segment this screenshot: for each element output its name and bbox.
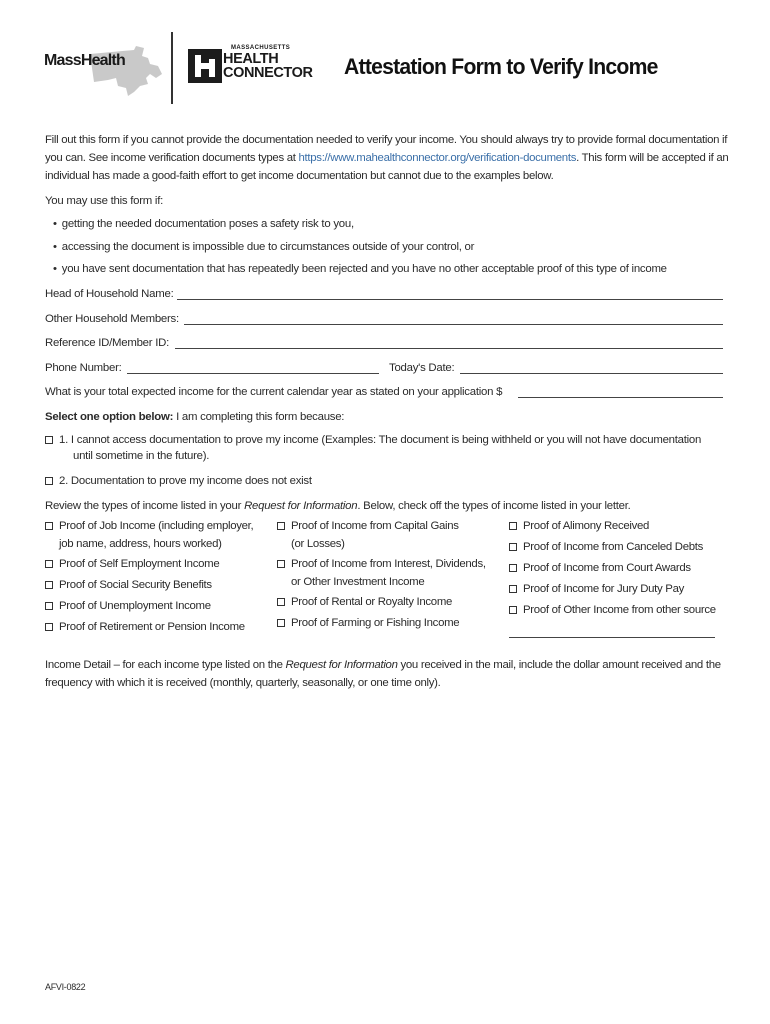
health-connector-mark-icon: [188, 49, 222, 83]
todays-date-field[interactable]: [460, 361, 723, 374]
phone-label: Phone Number:: [45, 362, 122, 374]
options-lead: [45, 408, 344, 426]
expected-income-field[interactable]: [518, 385, 723, 398]
use-if-bullet: • getting the needed documentation poses a safety risk to you,: [53, 215, 354, 233]
review-text-italic: Request for Information: [244, 500, 358, 512]
income-type-checkbox[interactable]: [45, 623, 53, 631]
income-type-item[interactable]: [45, 556, 253, 574]
income-type-label: Proof of Income from Interest, Dividends,: [291, 558, 486, 570]
income-type-checkbox[interactable]: [509, 606, 517, 614]
reference-id-label: Reference ID/Member ID:: [45, 337, 170, 349]
review-text: [45, 497, 631, 515]
option-2-label: 2. Documentation to prove my income does not exist: [59, 475, 312, 487]
other-members-field[interactable]: [184, 312, 723, 325]
income-detail-before: Income Detail – for each income type listed on the: [45, 659, 286, 671]
use-if-lead: You may use this form if:: [45, 195, 164, 207]
expected-income-label: What is your total expected income for the current calendar year as stated on your application $: [45, 386, 503, 398]
income-type-item[interactable]: [277, 518, 486, 536]
income-type-label: Proof of Job Income (including employer,: [59, 520, 254, 532]
income-type-label-cont: (or Losses): [291, 537, 345, 550]
income-type-item[interactable]: [45, 619, 253, 637]
income-type-label: Proof of Income from Canceled Debts: [523, 541, 704, 553]
income-type-item[interactable]: [277, 594, 486, 612]
option-1-line2: until sometime in the future).: [73, 450, 210, 462]
income-types-col1: [45, 518, 253, 637]
income-type-label: Proof of Income from Court Awards: [523, 562, 691, 574]
income-type-label-cont: job name, address, hours worked): [59, 537, 222, 550]
health-connector-line1: HEALTH: [223, 51, 279, 67]
other-members-label: Other Household Members:: [45, 313, 179, 325]
income-type-checkbox[interactable]: [277, 598, 285, 606]
option-1-line1: 1. I cannot access documentation to prove my income (Examples: The document is being withheld or you will not have documentation: [59, 434, 702, 446]
logo-divider: [171, 32, 173, 104]
income-type-label-cont: or Other Investment Income: [291, 575, 425, 588]
reference-id-field[interactable]: [175, 336, 723, 349]
income-type-item[interactable]: [45, 598, 253, 616]
income-type-checkbox[interactable]: [45, 560, 53, 568]
income-type-label: Proof of Rental or Royalty Income: [291, 596, 453, 608]
masshealth-wordmark: MassHealth: [44, 52, 125, 69]
income-type-item[interactable]: [509, 602, 716, 620]
other-income-source-field[interactable]: [509, 625, 715, 638]
income-type-item[interactable]: [277, 615, 486, 633]
income-type-label: Proof of Self Employment Income: [59, 558, 220, 570]
income-type-label: Proof of Alimony Received: [523, 520, 650, 532]
use-if-bullet: • you have sent documentation that has repeatedly been rejected and you have no other acceptable proof of this type of income: [53, 260, 667, 278]
income-type-item[interactable]: [509, 539, 716, 557]
intro-text-after: . This form will be accepted if an individual has made a good-faith effort to get income documentation but cannot due to the examples below.: [45, 152, 729, 183]
income-detail-after: you received in the mail, include the dollar amount received and the frequency with which it is received (monthly, quarterly, seasonally, or one time only).: [45, 659, 721, 690]
intro-paragraph: [45, 131, 729, 186]
head-of-household-field[interactable]: [177, 287, 723, 300]
income-type-label: Proof of Other Income from other source: [523, 604, 716, 616]
income-type-checkbox[interactable]: [277, 619, 285, 627]
income-type-label: Proof of Social Security Benefits: [59, 579, 212, 591]
form-code: AFVI-0822: [45, 982, 86, 992]
health-connector-line2: CONNECTOR: [223, 65, 313, 81]
income-detail-italic: Request for Information: [285, 659, 398, 671]
income-type-checkbox[interactable]: [45, 522, 53, 530]
income-types-col2: [277, 518, 486, 633]
page-title: Attestation Form to Verify Income: [344, 54, 658, 79]
option-2[interactable]: [45, 472, 312, 490]
income-type-item[interactable]: [45, 577, 253, 595]
option-2-checkbox[interactable]: [45, 477, 53, 485]
health-connector-state: MASSACHUSETTS: [231, 45, 291, 51]
todays-date-label: Today's Date:: [389, 362, 455, 374]
income-type-item[interactable]: [45, 518, 253, 536]
intro-text-before: Fill out this form if you cannot provide the documentation needed to verify your income. You should always try to provide formal documentation if you can. See income verification documents types at: [45, 134, 728, 165]
options-lead-rest: I am completing this form because:: [173, 411, 345, 423]
income-type-label: Proof of Income from Capital Gains: [291, 520, 459, 532]
option-1-checkbox[interactable]: [45, 436, 53, 444]
income-type-checkbox[interactable]: [509, 585, 517, 593]
income-type-label: Proof of Unemployment Income: [59, 600, 211, 612]
income-types-col3: [509, 518, 716, 620]
income-type-item[interactable]: [277, 556, 486, 574]
income-type-checkbox[interactable]: [277, 560, 285, 568]
income-type-label: Proof of Retirement or Pension Income: [59, 621, 245, 633]
income-type-checkbox[interactable]: [509, 522, 517, 530]
income-type-checkbox[interactable]: [45, 581, 53, 589]
review-text-after: . Below, check off the types of income listed in your letter.: [357, 500, 631, 512]
phone-field[interactable]: [127, 361, 379, 374]
income-type-checkbox[interactable]: [509, 543, 517, 551]
use-if-bullet: • accessing the document is impossible due to circumstances outside of your control, or: [53, 238, 474, 256]
income-detail-paragraph: [45, 656, 729, 692]
income-type-label: Proof of Income for Jury Duty Pay: [523, 583, 685, 595]
verification-documents-link[interactable]: https://www.mahealthconnector.org/verification-documents: [298, 152, 577, 165]
income-type-label: Proof of Farming or Fishing Income: [291, 617, 460, 629]
income-type-checkbox[interactable]: [45, 602, 53, 610]
income-type-item[interactable]: [509, 518, 716, 536]
income-type-item[interactable]: [509, 581, 716, 599]
review-text-before: Review the types of income listed in your: [45, 500, 245, 512]
income-type-checkbox[interactable]: [277, 522, 285, 530]
options-lead-bold: Select one option below:: [45, 411, 174, 423]
head-of-household-label: Head of Household Name:: [45, 288, 174, 300]
income-type-checkbox[interactable]: [509, 564, 517, 572]
income-type-item[interactable]: [509, 560, 716, 578]
